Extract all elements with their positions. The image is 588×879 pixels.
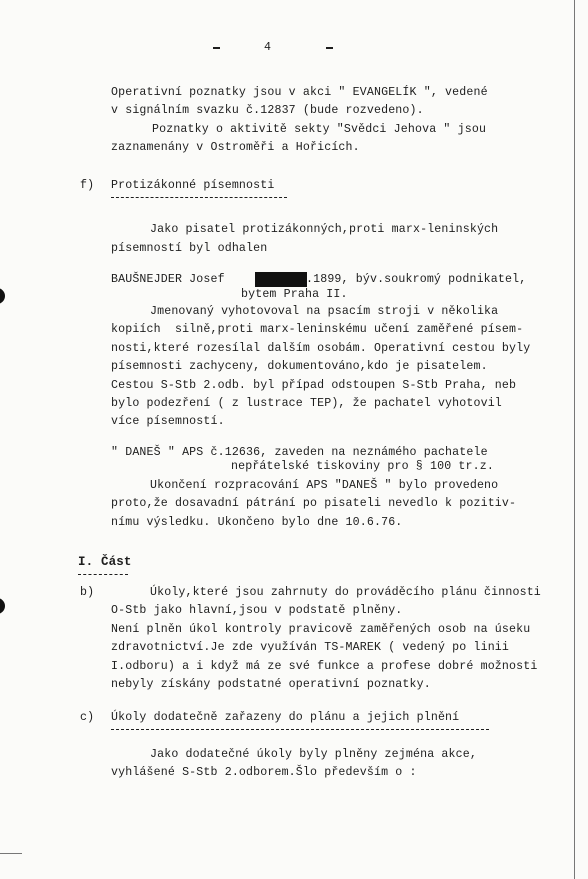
section-f-body-line3: nosti,které rozesílal dalším osobám. Operativní cestou byly	[111, 342, 531, 355]
section-b-letter: b)	[80, 586, 95, 599]
section-b-line5: I.odboru) a i když má ze své funkce a profese dobré možnosti	[111, 660, 538, 673]
section-b-line1: Úkoly,které jsou zahrnuty do prováděcího plánu činnosti	[150, 586, 541, 599]
para1-line1: Operativní poznatky jsou v akci " EVANGELÍK ", vedené	[111, 86, 488, 99]
section-c-letter: c)	[80, 711, 95, 724]
person-address: bytem Praha II.	[241, 288, 348, 301]
section-c-line1: Jako dodatečné úkoly byly plněny zejména akce,	[150, 748, 477, 761]
section-f-intro-line2: písemností byl odhalen	[111, 242, 268, 255]
person-name: BAUŠNEJDER Josef	[111, 273, 225, 286]
section-f-body-line2: kopiích silně,proti marx-leninskému učení zaměřené písem-	[111, 323, 524, 336]
redaction-bar	[255, 272, 307, 287]
part1-underline	[78, 574, 128, 575]
page-number-dash-right	[326, 47, 333, 49]
punch-hole-top	[0, 288, 5, 304]
page-number-dash-left	[213, 47, 220, 49]
section-c-title: Úkoly dodatečně zařazeny do plánu a jejich plnění	[111, 711, 460, 724]
closing-line3: nímu výsledku. Ukončeno bylo dne 10.6.76.	[111, 516, 403, 529]
closing-line1: Ukončení rozpracování APS "DANEŠ " bylo provedeno	[150, 479, 499, 492]
section-f-title: Protizákonné písemnosti	[111, 179, 275, 192]
part1-title: I. Část	[78, 555, 132, 569]
section-f-intro-line1: Jako pisatel protizákonných,proti marx-leninských	[150, 223, 499, 236]
section-f-body-line5: Cestou S-Stb 2.odb. byl případ odstoupen S-Stb Praha, neb	[111, 379, 517, 392]
section-f-body-line6: bylo podezření ( z lustrace TEP), že pachatel vyhotovil	[111, 397, 502, 410]
case-line2: nepřátelské tiskoviny pro § 100 tr.z.	[231, 460, 494, 473]
section-f-underline	[111, 197, 287, 198]
section-b-line3: Není plněn úkol kontroly pravicově zaměřených osob na úseku	[111, 623, 531, 636]
closing-line2: proto,že dosavadní pátrání po pisateli nevedlo k pozitiv-	[111, 497, 517, 510]
case-line1: " DANEŠ " APS č.12636, zaveden na neznámého pachatele	[111, 446, 488, 459]
scan-edge-line	[574, 0, 575, 879]
section-b-line4: zdravotnictví.Je zde využíván TS-MAREK ( vedený po linii	[111, 641, 510, 654]
punch-hole-bottom	[0, 598, 5, 614]
section-c-line2: vyhlášené S-Stb 2.odborem.Šlo především o :	[111, 766, 417, 779]
section-b-line2: O-Stb jako hlavní,jsou v podstatě plněny.	[111, 604, 403, 617]
para1-line2: v signálním svazku č.12837 (bude rozvedeno).	[111, 104, 424, 117]
section-b-line6: nebyly získány podstatné operativní poznatky.	[111, 678, 431, 691]
para1-line4: zaznamenány v Ostroměři a Hořicích.	[111, 141, 360, 154]
section-f-body-line1: Jmenovaný vyhotovoval na psacím stroji v několika	[150, 305, 499, 318]
section-f-letter: f)	[80, 179, 95, 192]
para1-line3: Poznatky o aktivitě sekty "Svědci Jehova " jsou	[152, 123, 487, 136]
page-number: 4	[264, 41, 272, 54]
scan-corner-mark	[0, 853, 22, 854]
section-c-underline	[111, 729, 489, 730]
person-details: .1899, býv.soukromý podnikatel,	[306, 273, 527, 286]
section-f-body-line7: více písemností.	[111, 415, 225, 428]
section-f-body-line4: písemnosti zachyceny, dokumentováno,kdo je pisatelem.	[111, 360, 488, 373]
